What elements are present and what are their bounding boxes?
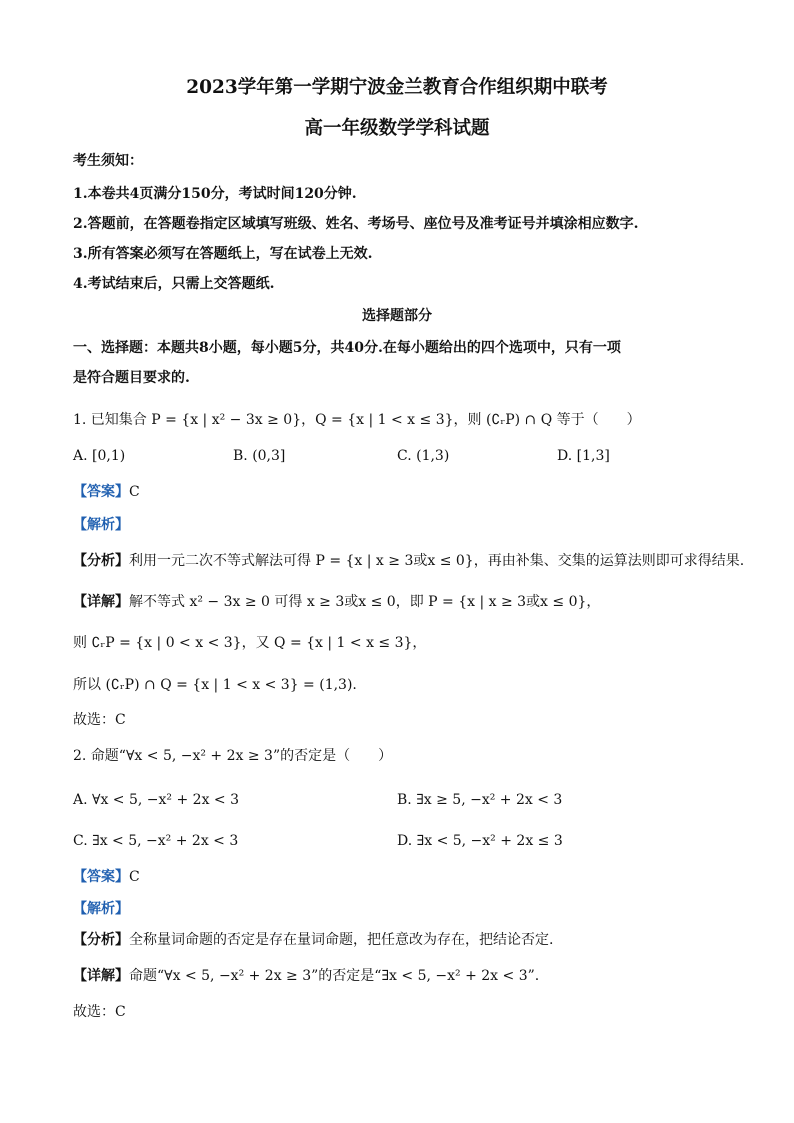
q2-option-c: C. ∃x < 5, −x² + 2x < 3 [73,833,239,849]
q1-xiangjie-2: 则 ∁ᵣP = {x | 0 < x < 3}，又 Q = {x | 1 < x ≤ 3}， [73,635,427,651]
q2-xiangjie-tag: 【详解】 [73,968,129,984]
q1-option-d: D. [1,3] [557,448,610,464]
q2-xiangjie-1: 命题“∀x < 5, −x² + 2x ≥ 3”的否定是“∃x < 5, −x² + 2x < 3”. [129,968,540,984]
section-instruction-2: 是符合题目要求的. [73,370,190,386]
q2-analysis-line [73,899,129,919]
q2-choice: 故选：C [73,1004,126,1020]
q2-fenxi: 全称量词命题的否定是存在量词命题，把任意改为存在，把结论否定. [129,932,554,948]
q1-answer-tag: 【答案】 [73,484,129,500]
q1-fenxi-line [73,551,744,571]
notice-item-2: 2.答题前，在答题卷指定区域填写班级、姓名、考场号、座位号及准考证号并填涂相应数字. [73,216,639,232]
q2-analysis-tag: 【解析】 [73,901,129,917]
q2-answer: C [129,869,140,885]
q1-xiangjie-line [73,592,600,612]
q1-fenxi: 利用一元二次不等式解法可得 P = {x | x ≥ 3或x ≤ 0}，再由补集、交集的运算法则即可求得结果. [129,553,745,569]
q2-xiangjie-line [73,966,539,986]
q2-answer-line [73,867,140,887]
q1-xiangjie-3: 所以 (∁ᵣP) ∩ Q = {x | 1 < x < 3} = (1,3). [73,677,357,693]
section-title: 选择题部分 [362,308,432,324]
q2-option-b: B. ∃x ≥ 5, −x² + 2x < 3 [397,792,563,808]
q1-answer: C [129,484,140,500]
q2-fenxi-tag: 【分析】 [73,932,129,948]
q2-option-a: A. ∀x < 5, −x² + 2x < 3 [73,792,240,808]
q1-analysis-tag: 【解析】 [73,517,129,533]
q1-answer-line [73,482,140,502]
q1-choice: 故选：C [73,712,126,728]
q1-analysis-line [73,515,129,535]
notice-item-1: 1.本卷共4页满分150分，考试时间120分钟. [73,186,357,202]
exam-subtitle: 高一年级数学学科试题 [304,118,490,139]
q1-option-b: B. (0,3] [233,448,286,464]
q1-stem: 1. 已知集合 P = {x | x² − 3x ≥ 0}，Q = {x | 1 < x ≤ 3}，则 (∁ᵣP) ∩ Q 等于（ ） [73,412,641,428]
exam-title: 2023学年第一学期宁波金兰教育合作组织期中联考 [186,77,608,98]
q2-answer-tag: 【答案】 [73,869,129,885]
section-instruction-1: 一、选择题：本题共8小题，每小题5分，共40分.在每小题给出的四个选项中，只有一项 [73,340,621,356]
q2-option-d: D. ∃x < 5, −x² + 2x ≤ 3 [397,833,563,849]
q2-stem: 2. 命题“∀x < 5, −x² + 2x ≥ 3”的否定是（ ） [73,748,393,764]
notice-item-4: 4.考试结束后，只需上交答题纸. [73,276,275,292]
q1-option-c: C. (1,3) [397,448,450,464]
q1-fenxi-tag: 【分析】 [73,553,129,569]
q1-option-a: A. [0,1) [73,448,126,464]
q2-fenxi-line [73,930,553,950]
q1-xiangjie-1: 解不等式 x² − 3x ≥ 0 可得 x ≥ 3或x ≤ 0，即 P = {x | x ≥ 3或x ≤ 0}， [129,594,601,610]
notice-item-3: 3.所有答案必须写在答题纸上，写在试卷上无效. [73,246,373,262]
q1-xiangjie-tag: 【详解】 [73,594,129,610]
notice-heading: 考生须知： [73,153,143,169]
